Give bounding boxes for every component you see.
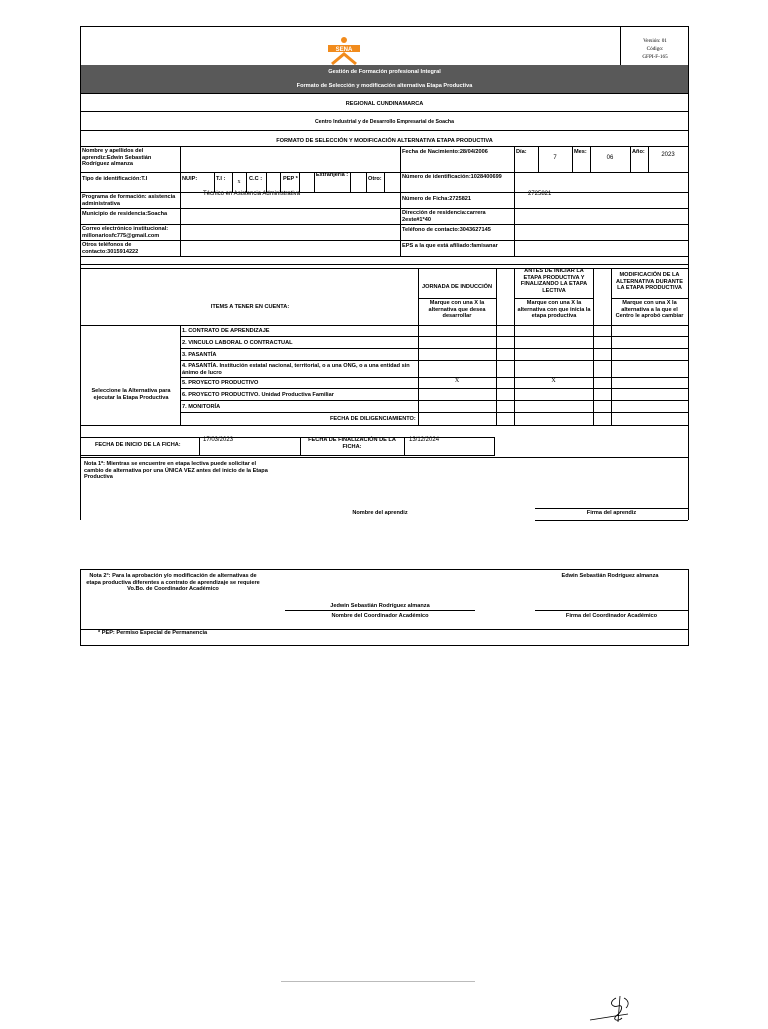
correo-label: Correo electrónico institucional: millonariosfc775@gmail.com xyxy=(82,226,169,239)
code-text: GFPI-F-165 xyxy=(642,54,668,60)
dia-value: 7 xyxy=(553,155,557,161)
regional: REGIONAL CUNDINAMARCA xyxy=(345,101,424,107)
mes-value: 06 xyxy=(606,155,614,161)
cc-label: C.C : xyxy=(249,176,263,182)
nuip-label: NUIP: xyxy=(182,176,198,182)
alternative-item: 1. CONTRATO DE APRENDIZAJE xyxy=(182,328,270,334)
alternative-item: 2. VINCULO LABORAL O CONTRACTUAL xyxy=(182,340,293,346)
items-header: ITEMS A TENER EN CUENTA: xyxy=(210,304,290,310)
ti-label: T.I : xyxy=(216,176,226,182)
mes-label: Mes: xyxy=(574,149,587,155)
fin-label: FECHA DE FINALIZACIÓN DE LA FICHA: xyxy=(308,437,396,450)
signature xyxy=(588,994,638,1024)
anio-value: 2023 xyxy=(661,152,675,158)
nota-2: Nota 2°: Para la aprobación y/o modificación de alternativas de etapa productiva diferentes a contrato de aprendizaje se requiere Vo.Bo. de Coordinador Académico xyxy=(86,573,260,592)
code-label: Código: xyxy=(646,46,664,52)
otro-label: Otro: xyxy=(368,176,382,182)
col2-title: ANTES DE INICIAR LA ETAPA PRODUCTIVA Y FINALIZANDO LA ETAPA LECTIVA xyxy=(520,268,588,294)
right-border xyxy=(688,265,689,520)
nombre-coordinador-label: Nombre del Coordinador Académico xyxy=(331,613,429,619)
municipio-label: Municipio de residencia:Soacha xyxy=(82,211,168,217)
mark-col1: X xyxy=(454,378,460,384)
extranjeria-label: Extranjería : xyxy=(315,172,349,178)
fecha-diligenciamiento: FECHA DE DILIGENCIAMIENTO: xyxy=(330,416,416,422)
dia-label: Día: xyxy=(516,149,527,155)
title-bar-1: Gestión de Formación profesional Integral xyxy=(81,65,688,79)
id-number: Número de identificación:1028400699 xyxy=(402,174,502,180)
col3-sub: Marque con una X la alternativa a la que el Centro le aprobó cambiar xyxy=(615,300,684,319)
ficha-value: 2725821 xyxy=(528,191,552,197)
name-label: Nombre y apellidos del aprendiz:Edwin Sebastián Rodríguez almanza xyxy=(82,148,152,167)
otros-tel-label: Otros teléfonos de contacto:3015914222 xyxy=(82,242,139,255)
ti-mark: x xyxy=(237,179,241,185)
title-bar-2: Formato de Selección y modificación alternativa Etapa Productiva xyxy=(81,79,688,93)
inicio-value: 17/03/2023 xyxy=(203,437,234,443)
select-label: Seleccione la Alternativa para ejecutar la Etapa Productiva xyxy=(91,388,171,401)
mark-col2: X xyxy=(551,378,556,384)
birth-label: Fecha de Nacimiento:28/04/2006 xyxy=(402,149,488,155)
nombre-aprendiz-label: Nombre del aprendiz xyxy=(352,510,408,516)
alternative-item: 3. PASANTÍA xyxy=(182,352,217,358)
alternative-item: 5. PROYECTO PRODUCTIVO xyxy=(182,380,259,386)
pep-note: * PEP: Permiso Especial de Permanencia xyxy=(98,630,208,636)
col2-sub: Marque con una X la alternativa con que inicia la etapa productiva xyxy=(517,300,591,319)
divider xyxy=(620,26,621,65)
nota-1: Nota 1º: Mientras se encuentre en etapa lectiva puede solicitar el cambio de alternativa por una ÚNICA VEZ antes del inicio de la Etapa Productiva xyxy=(84,461,268,480)
format-title: FORMATO DE SELECCIÓN Y MODIFICACIÓN ALTERNATIVA ETAPA PRODUCTIVA xyxy=(276,138,493,144)
telefono-label: Teléfono de contacto:3043627145 xyxy=(402,227,491,233)
anio-label: Año: xyxy=(632,149,645,155)
program-label: Programa de formación: asistencia administrativa xyxy=(82,194,176,207)
ficha-label: Número de Ficha:2725821 xyxy=(402,196,472,202)
coordinador-name: Jedwin Sebastián Rodríguez almanza xyxy=(330,603,430,609)
col1-sub: Marque con una X la alternativa que desea desarrollar xyxy=(428,300,486,319)
alternative-item: 4. PASANTÍA. Institución estatal nacional, territorial, o a una ONG, o a una entidad sin ánimo de lucro xyxy=(182,363,410,376)
direccion-label: Dirección de residencia:carrera 2este#1*40 xyxy=(402,210,486,223)
sena-logo xyxy=(324,36,364,66)
centro: Centro Industrial y de Desarrollo Empresarial de Soacha xyxy=(315,119,454,125)
firma-aprendiz-label: Firma del aprendiz xyxy=(586,510,637,516)
left-border xyxy=(80,265,81,520)
fin-value: 13/12/2024 xyxy=(409,437,440,443)
svg-text:SENA: SENA xyxy=(335,47,353,53)
firma-coordinador-label: Firma del Coordinador Académico xyxy=(565,613,658,619)
id-type-label: Tipo de identificación:T.I xyxy=(82,176,148,182)
col1-title: JORNADA DE INDUCCIÓN xyxy=(421,284,493,290)
pep-label: PEP * xyxy=(283,176,298,182)
program-value: Técnico en Asistencia Administrativa xyxy=(203,191,301,197)
inicio-label: FECHA DE INICIO DE LA FICHA: xyxy=(95,442,181,448)
col3-title: MODIFICACIÓN DE LA ALTERNATIVA DURANTE LA ETAPA PRODUCTIVA xyxy=(616,272,683,291)
firmante-name: Edwin Sebastián Rodríguez almanza xyxy=(561,573,659,579)
version-text: Versión: 01 xyxy=(643,38,667,44)
alternative-item: 6. PROYECTO PRODUCTIVO. Unidad Productiva Familiar xyxy=(182,392,334,398)
alternative-item: 7. MONITORÍA xyxy=(182,404,221,410)
eps-label: EPS a la que está afiliado:famisanar xyxy=(402,243,498,249)
footer-divider xyxy=(281,981,475,982)
